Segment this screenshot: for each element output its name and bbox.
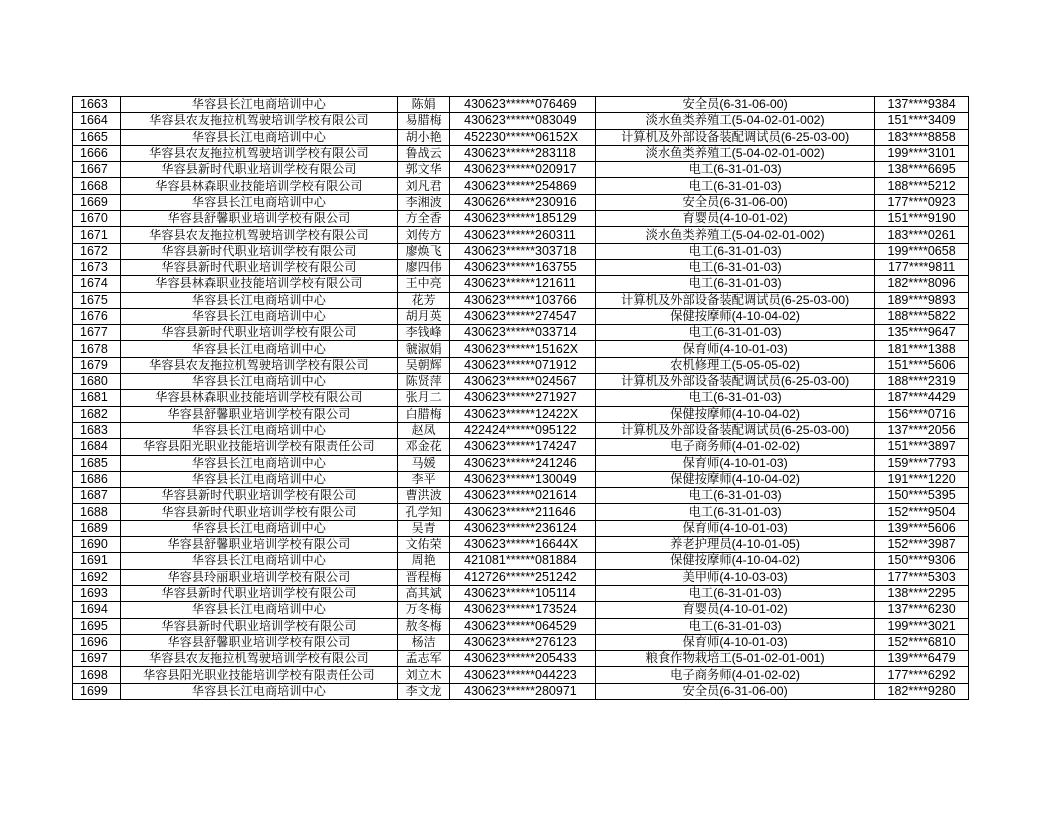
institution-cell: 华容县长江电商培训中心: [120, 602, 397, 618]
row-number-cell: 1685: [73, 455, 121, 471]
institution-cell: 华容县长江电商培训中心: [120, 374, 397, 390]
trainee-name-cell: 晋程梅: [398, 569, 450, 585]
occupation-cell: 电工(6-31-01-03): [595, 390, 874, 406]
table-row: [73, 374, 969, 390]
occupation-cell: 电工(6-31-01-03): [595, 325, 874, 341]
table-row: [73, 634, 969, 650]
phone-cell: 181****1388: [875, 341, 969, 357]
trainee-name-cell: 白腊梅: [398, 406, 450, 422]
phone-cell: 156****0716: [875, 406, 969, 422]
phone-cell: 152****9504: [875, 504, 969, 520]
phone-cell: 151****3409: [875, 113, 969, 129]
row-number-cell: 1681: [73, 390, 121, 406]
id-number-cell: 430623******12422X: [450, 406, 596, 422]
institution-cell: 华容县新时代职业培训学校有限公司: [120, 162, 397, 178]
occupation-cell: 电工(6-31-01-03): [595, 178, 874, 194]
row-number-cell: 1668: [73, 178, 121, 194]
occupation-cell: 计算机及外部设备装配调试员(6-25-03-00): [595, 374, 874, 390]
trainee-name-cell: 李文龙: [398, 683, 450, 699]
phone-cell: 137****2056: [875, 422, 969, 438]
institution-cell: 华容县长江电商培训中心: [120, 292, 397, 308]
occupation-cell: 电子商务师(4-01-02-02): [595, 439, 874, 455]
trainee-name-cell: 杨洁: [398, 634, 450, 650]
phone-cell: 151****3897: [875, 439, 969, 455]
id-number-cell: 430623******105114: [450, 585, 596, 601]
table-row: [73, 618, 969, 634]
phone-cell: 188****5822: [875, 308, 969, 324]
occupation-cell: 电工(6-31-01-03): [595, 259, 874, 275]
id-number-cell: 422424******095122: [450, 422, 596, 438]
occupation-cell: 淡水鱼类养殖工(5-04-02-01-002): [595, 227, 874, 243]
phone-cell: 177****0923: [875, 194, 969, 210]
phone-cell: 187****4429: [875, 390, 969, 406]
training-roster-table: [72, 96, 969, 700]
id-number-cell: 430623******121611: [450, 276, 596, 292]
trainee-name-cell: 马媛: [398, 455, 450, 471]
row-number-cell: 1682: [73, 406, 121, 422]
institution-cell: 华容县长江电商培训中心: [120, 129, 397, 145]
trainee-name-cell: 李湘波: [398, 194, 450, 210]
institution-cell: 华容县长江电商培训中心: [120, 471, 397, 487]
row-number-cell: 1677: [73, 325, 121, 341]
institution-cell: 华容县新时代职业培训学校有限公司: [120, 243, 397, 259]
table-row: [73, 585, 969, 601]
table-row: [73, 113, 969, 129]
institution-cell: 华容县长江电商培训中心: [120, 422, 397, 438]
occupation-cell: 保育师(4-10-01-03): [595, 341, 874, 357]
institution-cell: 华容县长江电商培训中心: [120, 194, 397, 210]
occupation-cell: 安全员(6-31-06-00): [595, 683, 874, 699]
phone-cell: 137****9384: [875, 97, 969, 113]
table-row: [73, 178, 969, 194]
occupation-cell: 粮食作物栽培工(5-01-02-01-001): [595, 651, 874, 667]
institution-cell: 华容县新时代职业培训学校有限公司: [120, 488, 397, 504]
table-row: [73, 683, 969, 699]
phone-cell: 199****3101: [875, 145, 969, 161]
trainee-name-cell: 虢淑娟: [398, 341, 450, 357]
trainee-name-cell: 廖焕飞: [398, 243, 450, 259]
trainee-name-cell: 高其斌: [398, 585, 450, 601]
id-number-cell: 430623******064529: [450, 618, 596, 634]
table-row: [73, 259, 969, 275]
phone-cell: 152****3987: [875, 537, 969, 553]
phone-cell: 177****5303: [875, 569, 969, 585]
row-number-cell: 1690: [73, 537, 121, 553]
id-number-cell: 430626******230916: [450, 194, 596, 210]
phone-cell: 152****6810: [875, 634, 969, 650]
trainee-name-cell: 胡小艳: [398, 129, 450, 145]
occupation-cell: 保健按摩师(4-10-04-02): [595, 553, 874, 569]
row-number-cell: 1663: [73, 97, 121, 113]
row-number-cell: 1671: [73, 227, 121, 243]
phone-cell: 183****0261: [875, 227, 969, 243]
table-row: [73, 292, 969, 308]
institution-cell: 华容县农友拖拉机驾驶培训学校有限公司: [120, 651, 397, 667]
phone-cell: 139****6479: [875, 651, 969, 667]
row-number-cell: 1683: [73, 422, 121, 438]
institution-cell: 华容县阳光职业技能培训学校有限责任公司: [120, 439, 397, 455]
table-row: [73, 308, 969, 324]
institution-cell: 华容县农友拖拉机驾驶培训学校有限公司: [120, 357, 397, 373]
row-number-cell: 1673: [73, 259, 121, 275]
id-number-cell: 452230******06152X: [450, 129, 596, 145]
institution-cell: 华容县新时代职业培训学校有限公司: [120, 504, 397, 520]
id-number-cell: 430623******044223: [450, 667, 596, 683]
occupation-cell: 淡水鱼类养殖工(5-04-02-01-002): [595, 113, 874, 129]
institution-cell: 华容县长江电商培训中心: [120, 520, 397, 536]
table-row: [73, 488, 969, 504]
row-number-cell: 1665: [73, 129, 121, 145]
phone-cell: 150****9306: [875, 553, 969, 569]
trainee-name-cell: 李钱峰: [398, 325, 450, 341]
id-number-cell: 430623******211646: [450, 504, 596, 520]
row-number-cell: 1689: [73, 520, 121, 536]
id-number-cell: 412726******251242: [450, 569, 596, 585]
trainee-name-cell: 刘传方: [398, 227, 450, 243]
id-number-cell: 430623******076469: [450, 97, 596, 113]
table-row: [73, 406, 969, 422]
phone-cell: 135****9647: [875, 325, 969, 341]
occupation-cell: 保育师(4-10-01-03): [595, 634, 874, 650]
occupation-cell: 保健按摩师(4-10-04-02): [595, 471, 874, 487]
table-row: [73, 129, 969, 145]
table-row: [73, 243, 969, 259]
row-number-cell: 1672: [73, 243, 121, 259]
institution-cell: 华容县新时代职业培训学校有限公司: [120, 585, 397, 601]
row-number-cell: 1692: [73, 569, 121, 585]
occupation-cell: 电工(6-31-01-03): [595, 162, 874, 178]
trainee-name-cell: 周艳: [398, 553, 450, 569]
table-row: [73, 520, 969, 536]
occupation-cell: 计算机及外部设备装配调试员(6-25-03-00): [595, 422, 874, 438]
table-row: [73, 341, 969, 357]
occupation-cell: 育婴员(4-10-01-02): [595, 211, 874, 227]
id-number-cell: 430623******185129: [450, 211, 596, 227]
row-number-cell: 1667: [73, 162, 121, 178]
trainee-name-cell: 万冬梅: [398, 602, 450, 618]
institution-cell: 华容县玲丽职业培训学校有限公司: [120, 569, 397, 585]
row-number-cell: 1693: [73, 585, 121, 601]
id-number-cell: 430623******024567: [450, 374, 596, 390]
trainee-name-cell: 鲁战云: [398, 145, 450, 161]
id-number-cell: 430623******260311: [450, 227, 596, 243]
row-number-cell: 1684: [73, 439, 121, 455]
id-number-cell: 430623******103766: [450, 292, 596, 308]
table-row: [73, 455, 969, 471]
institution-cell: 华容县舒馨职业培训学校有限公司: [120, 406, 397, 422]
row-number-cell: 1686: [73, 471, 121, 487]
phone-cell: 188****2319: [875, 374, 969, 390]
institution-cell: 华容县林森职业技能培训学校有限公司: [120, 390, 397, 406]
row-number-cell: 1680: [73, 374, 121, 390]
table-row: [73, 422, 969, 438]
row-number-cell: 1664: [73, 113, 121, 129]
table-row: [73, 602, 969, 618]
id-number-cell: 430623******163755: [450, 259, 596, 275]
id-number-cell: 430623******274547: [450, 308, 596, 324]
id-number-cell: 430623******303718: [450, 243, 596, 259]
occupation-cell: 安全员(6-31-06-00): [595, 194, 874, 210]
id-number-cell: 430623******174247: [450, 439, 596, 455]
id-number-cell: 430623******241246: [450, 455, 596, 471]
phone-cell: 151****9190: [875, 211, 969, 227]
id-number-cell: 430623******15162X: [450, 341, 596, 357]
table-row: [73, 276, 969, 292]
id-number-cell: 430623******276123: [450, 634, 596, 650]
institution-cell: 华容县林森职业技能培训学校有限公司: [120, 276, 397, 292]
trainee-name-cell: 邓金花: [398, 439, 450, 455]
phone-cell: 151****5606: [875, 357, 969, 373]
trainee-name-cell: 孔学知: [398, 504, 450, 520]
phone-cell: 199****3021: [875, 618, 969, 634]
table-row: [73, 194, 969, 210]
trainee-name-cell: 廖四伟: [398, 259, 450, 275]
occupation-cell: 电子商务师(4-01-02-02): [595, 667, 874, 683]
phone-cell: 189****9893: [875, 292, 969, 308]
trainee-name-cell: 曹洪波: [398, 488, 450, 504]
institution-cell: 华容县长江电商培训中心: [120, 683, 397, 699]
occupation-cell: 保健按摩师(4-10-04-02): [595, 406, 874, 422]
occupation-cell: 电工(6-31-01-03): [595, 488, 874, 504]
trainee-name-cell: 胡月英: [398, 308, 450, 324]
trainee-name-cell: 吴青: [398, 520, 450, 536]
table-row: [73, 471, 969, 487]
phone-cell: 199****0658: [875, 243, 969, 259]
row-number-cell: 1697: [73, 651, 121, 667]
row-number-cell: 1691: [73, 553, 121, 569]
phone-cell: 182****8096: [875, 276, 969, 292]
phone-cell: 188****5212: [875, 178, 969, 194]
occupation-cell: 电工(6-31-01-03): [595, 276, 874, 292]
occupation-cell: 安全员(6-31-06-00): [595, 97, 874, 113]
row-number-cell: 1674: [73, 276, 121, 292]
id-number-cell: 430623******283118: [450, 145, 596, 161]
row-number-cell: 1695: [73, 618, 121, 634]
institution-cell: 华容县新时代职业培训学校有限公司: [120, 325, 397, 341]
institution-cell: 华容县长江电商培训中心: [120, 97, 397, 113]
table-row: [73, 553, 969, 569]
trainee-name-cell: 李平: [398, 471, 450, 487]
id-number-cell: 430623******236124: [450, 520, 596, 536]
id-number-cell: 430623******130049: [450, 471, 596, 487]
table-row: [73, 667, 969, 683]
institution-cell: 华容县农友拖拉机驾驶培训学校有限公司: [120, 113, 397, 129]
table-row: [73, 227, 969, 243]
trainee-name-cell: 文佑荣: [398, 537, 450, 553]
row-number-cell: 1666: [73, 145, 121, 161]
institution-cell: 华容县新时代职业培训学校有限公司: [120, 259, 397, 275]
occupation-cell: 养老护理员(4-10-01-05): [595, 537, 874, 553]
institution-cell: 华容县阳光职业技能培训学校有限责任公司: [120, 667, 397, 683]
row-number-cell: 1687: [73, 488, 121, 504]
id-number-cell: 430623******071912: [450, 357, 596, 373]
trainee-name-cell: 张月二: [398, 390, 450, 406]
trainee-name-cell: 孟志军: [398, 651, 450, 667]
occupation-cell: 电工(6-31-01-03): [595, 618, 874, 634]
row-number-cell: 1698: [73, 667, 121, 683]
institution-cell: 华容县长江电商培训中心: [120, 553, 397, 569]
table-row: [73, 390, 969, 406]
trainee-name-cell: 吴朝辉: [398, 357, 450, 373]
phone-cell: 183****8858: [875, 129, 969, 145]
id-number-cell: 430623******271927: [450, 390, 596, 406]
row-number-cell: 1675: [73, 292, 121, 308]
trainee-name-cell: 郭文华: [398, 162, 450, 178]
institution-cell: 华容县农友拖拉机驾驶培训学校有限公司: [120, 227, 397, 243]
phone-cell: 182****9280: [875, 683, 969, 699]
id-number-cell: 430623******083049: [450, 113, 596, 129]
institution-cell: 华容县长江电商培训中心: [120, 308, 397, 324]
phone-cell: 137****6230: [875, 602, 969, 618]
table-row: [73, 357, 969, 373]
row-number-cell: 1676: [73, 308, 121, 324]
trainee-name-cell: 王中亮: [398, 276, 450, 292]
row-number-cell: 1678: [73, 341, 121, 357]
phone-cell: 150****5395: [875, 488, 969, 504]
occupation-cell: 电工(6-31-01-03): [595, 585, 874, 601]
row-number-cell: 1669: [73, 194, 121, 210]
trainee-name-cell: 花芳: [398, 292, 450, 308]
occupation-cell: 保育师(4-10-01-03): [595, 455, 874, 471]
institution-cell: 华容县舒馨职业培训学校有限公司: [120, 537, 397, 553]
table-body: [73, 97, 969, 700]
occupation-cell: 淡水鱼类养殖工(5-04-02-01-002): [595, 145, 874, 161]
institution-cell: 华容县舒馨职业培训学校有限公司: [120, 211, 397, 227]
trainee-name-cell: 方全香: [398, 211, 450, 227]
table-row: [73, 569, 969, 585]
occupation-cell: 电工(6-31-01-03): [595, 504, 874, 520]
table-row: [73, 97, 969, 113]
phone-cell: 159****7793: [875, 455, 969, 471]
phone-cell: 138****2295: [875, 585, 969, 601]
institution-cell: 华容县长江电商培训中心: [120, 455, 397, 471]
table-row: [73, 211, 969, 227]
institution-cell: 华容县林森职业技能培训学校有限公司: [120, 178, 397, 194]
id-number-cell: 430623******173524: [450, 602, 596, 618]
id-number-cell: 421081******081884: [450, 553, 596, 569]
occupation-cell: 保健按摩师(4-10-04-02): [595, 308, 874, 324]
row-number-cell: 1670: [73, 211, 121, 227]
row-number-cell: 1696: [73, 634, 121, 650]
id-number-cell: 430623******205433: [450, 651, 596, 667]
occupation-cell: 计算机及外部设备装配调试员(6-25-03-00): [595, 292, 874, 308]
row-number-cell: 1699: [73, 683, 121, 699]
row-number-cell: 1679: [73, 357, 121, 373]
row-number-cell: 1688: [73, 504, 121, 520]
table-row: [73, 537, 969, 553]
trainee-name-cell: 敖冬梅: [398, 618, 450, 634]
phone-cell: 139****5606: [875, 520, 969, 536]
phone-cell: 177****6292: [875, 667, 969, 683]
trainee-name-cell: 刘立木: [398, 667, 450, 683]
phone-cell: 191****1220: [875, 471, 969, 487]
table-row: [73, 162, 969, 178]
phone-cell: 177****9811: [875, 259, 969, 275]
institution-cell: 华容县农友拖拉机驾驶培训学校有限公司: [120, 145, 397, 161]
occupation-cell: 农机修理工(5-05-05-02): [595, 357, 874, 373]
trainee-name-cell: 易腊梅: [398, 113, 450, 129]
id-number-cell: 430623******254869: [450, 178, 596, 194]
occupation-cell: 美甲师(4-10-03-03): [595, 569, 874, 585]
trainee-name-cell: 陈贤萍: [398, 374, 450, 390]
trainee-name-cell: 陈娟: [398, 97, 450, 113]
id-number-cell: 430623******16644X: [450, 537, 596, 553]
id-number-cell: 430623******280971: [450, 683, 596, 699]
id-number-cell: 430623******033714: [450, 325, 596, 341]
institution-cell: 华容县舒馨职业培训学校有限公司: [120, 634, 397, 650]
table-row: [73, 145, 969, 161]
table-row: [73, 651, 969, 667]
table-row: [73, 504, 969, 520]
occupation-cell: 育婴员(4-10-01-02): [595, 602, 874, 618]
table-row: [73, 439, 969, 455]
row-number-cell: 1694: [73, 602, 121, 618]
id-number-cell: 430623******020917: [450, 162, 596, 178]
institution-cell: 华容县新时代职业培训学校有限公司: [120, 618, 397, 634]
occupation-cell: 计算机及外部设备装配调试员(6-25-03-00): [595, 129, 874, 145]
institution-cell: 华容县长江电商培训中心: [120, 341, 397, 357]
occupation-cell: 保育师(4-10-01-03): [595, 520, 874, 536]
trainee-name-cell: 刘凡君: [398, 178, 450, 194]
trainee-name-cell: 赵凤: [398, 422, 450, 438]
id-number-cell: 430623******021614: [450, 488, 596, 504]
phone-cell: 138****6695: [875, 162, 969, 178]
table-row: [73, 325, 969, 341]
occupation-cell: 电工(6-31-01-03): [595, 243, 874, 259]
